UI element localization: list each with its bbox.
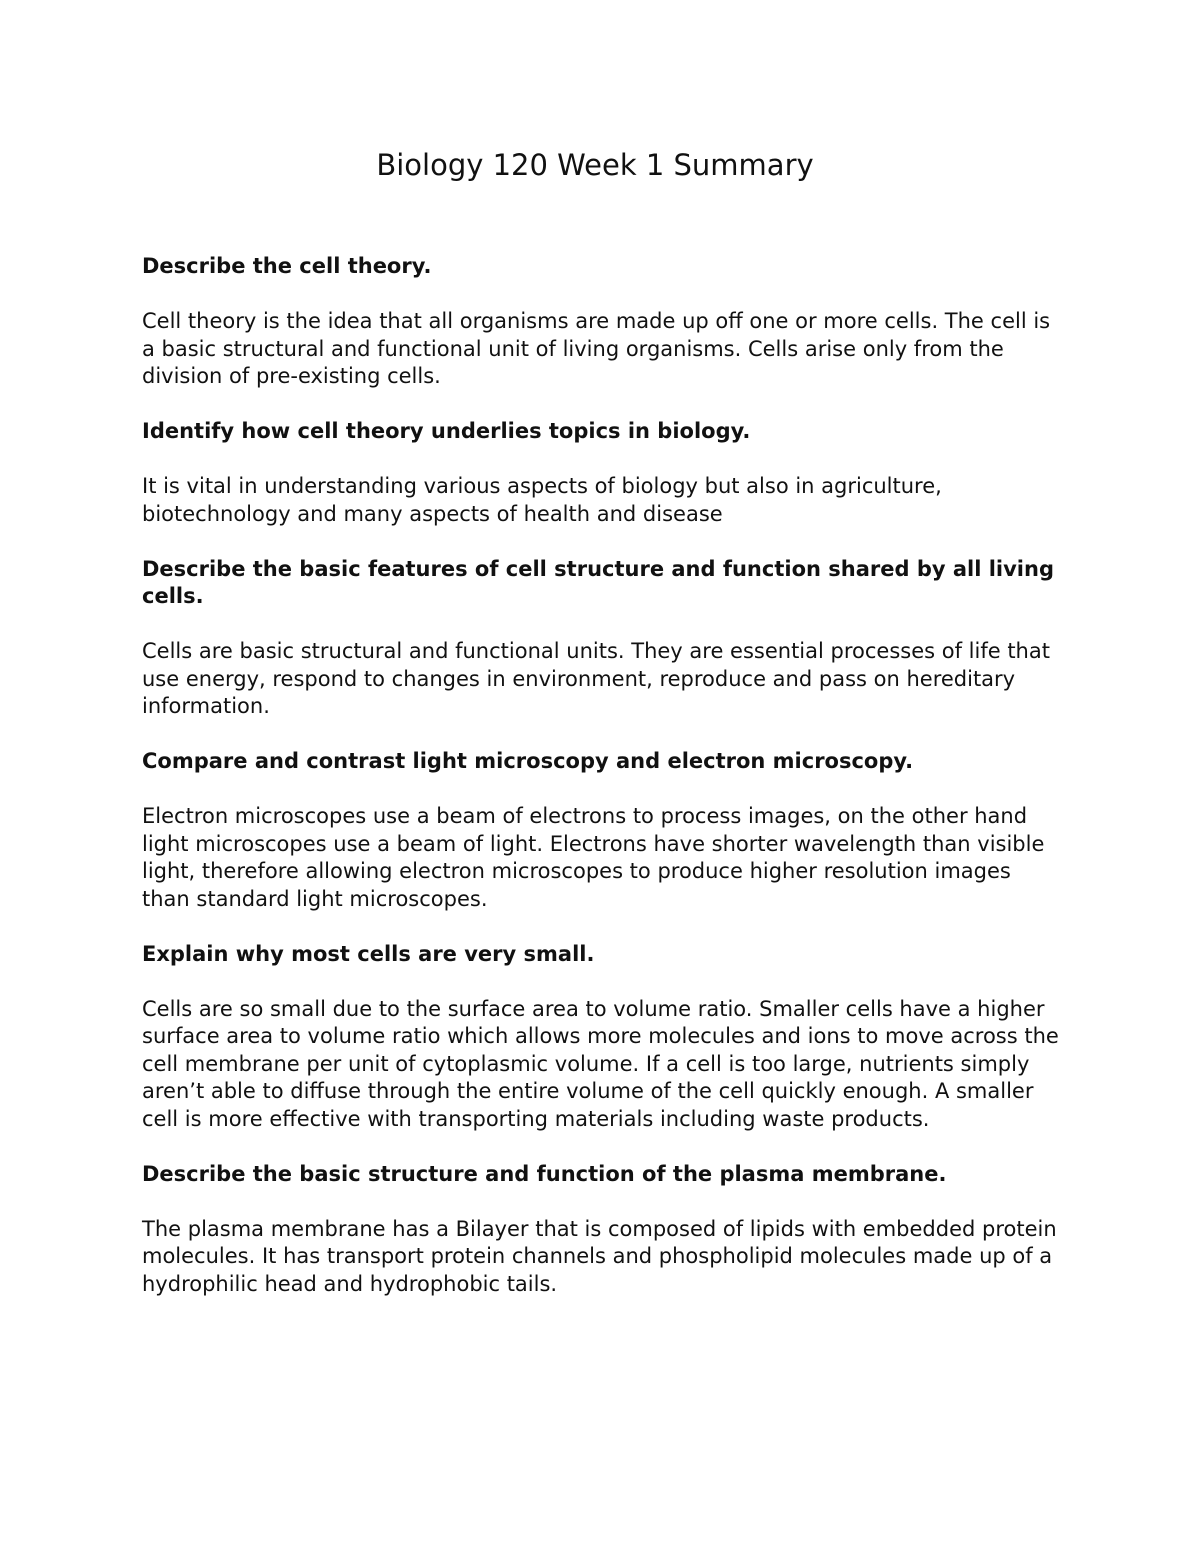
section-question: Explain why most cells are very small. <box>142 941 595 966</box>
section-question: Compare and contrast light microscopy and electron microscopy. <box>142 749 914 773</box>
document-title: Biology 120 Week 1 Summary <box>376 148 814 182</box>
section-answer: The plasma membrane has a Bilayer that is composed of lipids with embedded protein molecules. It has transport protein channels and phospholipid molecules made up of a hydrophilic head and hydrophobic tails. <box>142 1216 1057 1296</box>
section-answer: It is vital in understanding various aspects of biology but also in agriculture, biotechnology and many aspects of health and disease <box>142 474 942 526</box>
section-answer: Electron microscopes use a beam of electrons to process images, on the other hand light microscopes use a beam of light. Electrons have shorter wavelength than visible light, therefore allowing electron microscopes to produce higher resolution images than standard light microscopes. <box>142 804 1045 911</box>
section-answer: Cell theory is the idea that all organisms are made up off one or more cells. The cell is a basic structural and functional unit of living organisms. Cells arise only from the division of pre-existing cells. <box>142 309 1051 388</box>
section-question: Describe the cell theory. <box>142 254 432 278</box>
section-question: Describe the basic features of cell structure and function shared by all living cells. <box>142 556 1054 608</box>
section-question: Identify how cell theory underlies topics in biology. <box>142 419 751 443</box>
document-body <box>142 253 1062 1326</box>
section-answer: Cells are basic structural and functional units. They are essential processes of life that use energy, respond to changes in environment, reproduce and pass on hereditary information. <box>142 639 1050 718</box>
section-question: Describe the basic structure and function of the plasma membrane. <box>142 1161 947 1186</box>
section-answer: Cells are so small due to the surface area to volume ratio. Smaller cells have a higher surface area to volume ratio which allows more molecules and ions to move across the cell membrane per unit of cytoplasmic volume. If a cell is too large, nutrients simply aren’t able to diffuse through the entire volume of the cell quickly enough. A smaller cell is more effective with transporting materials including waste products. <box>142 996 1059 1131</box>
